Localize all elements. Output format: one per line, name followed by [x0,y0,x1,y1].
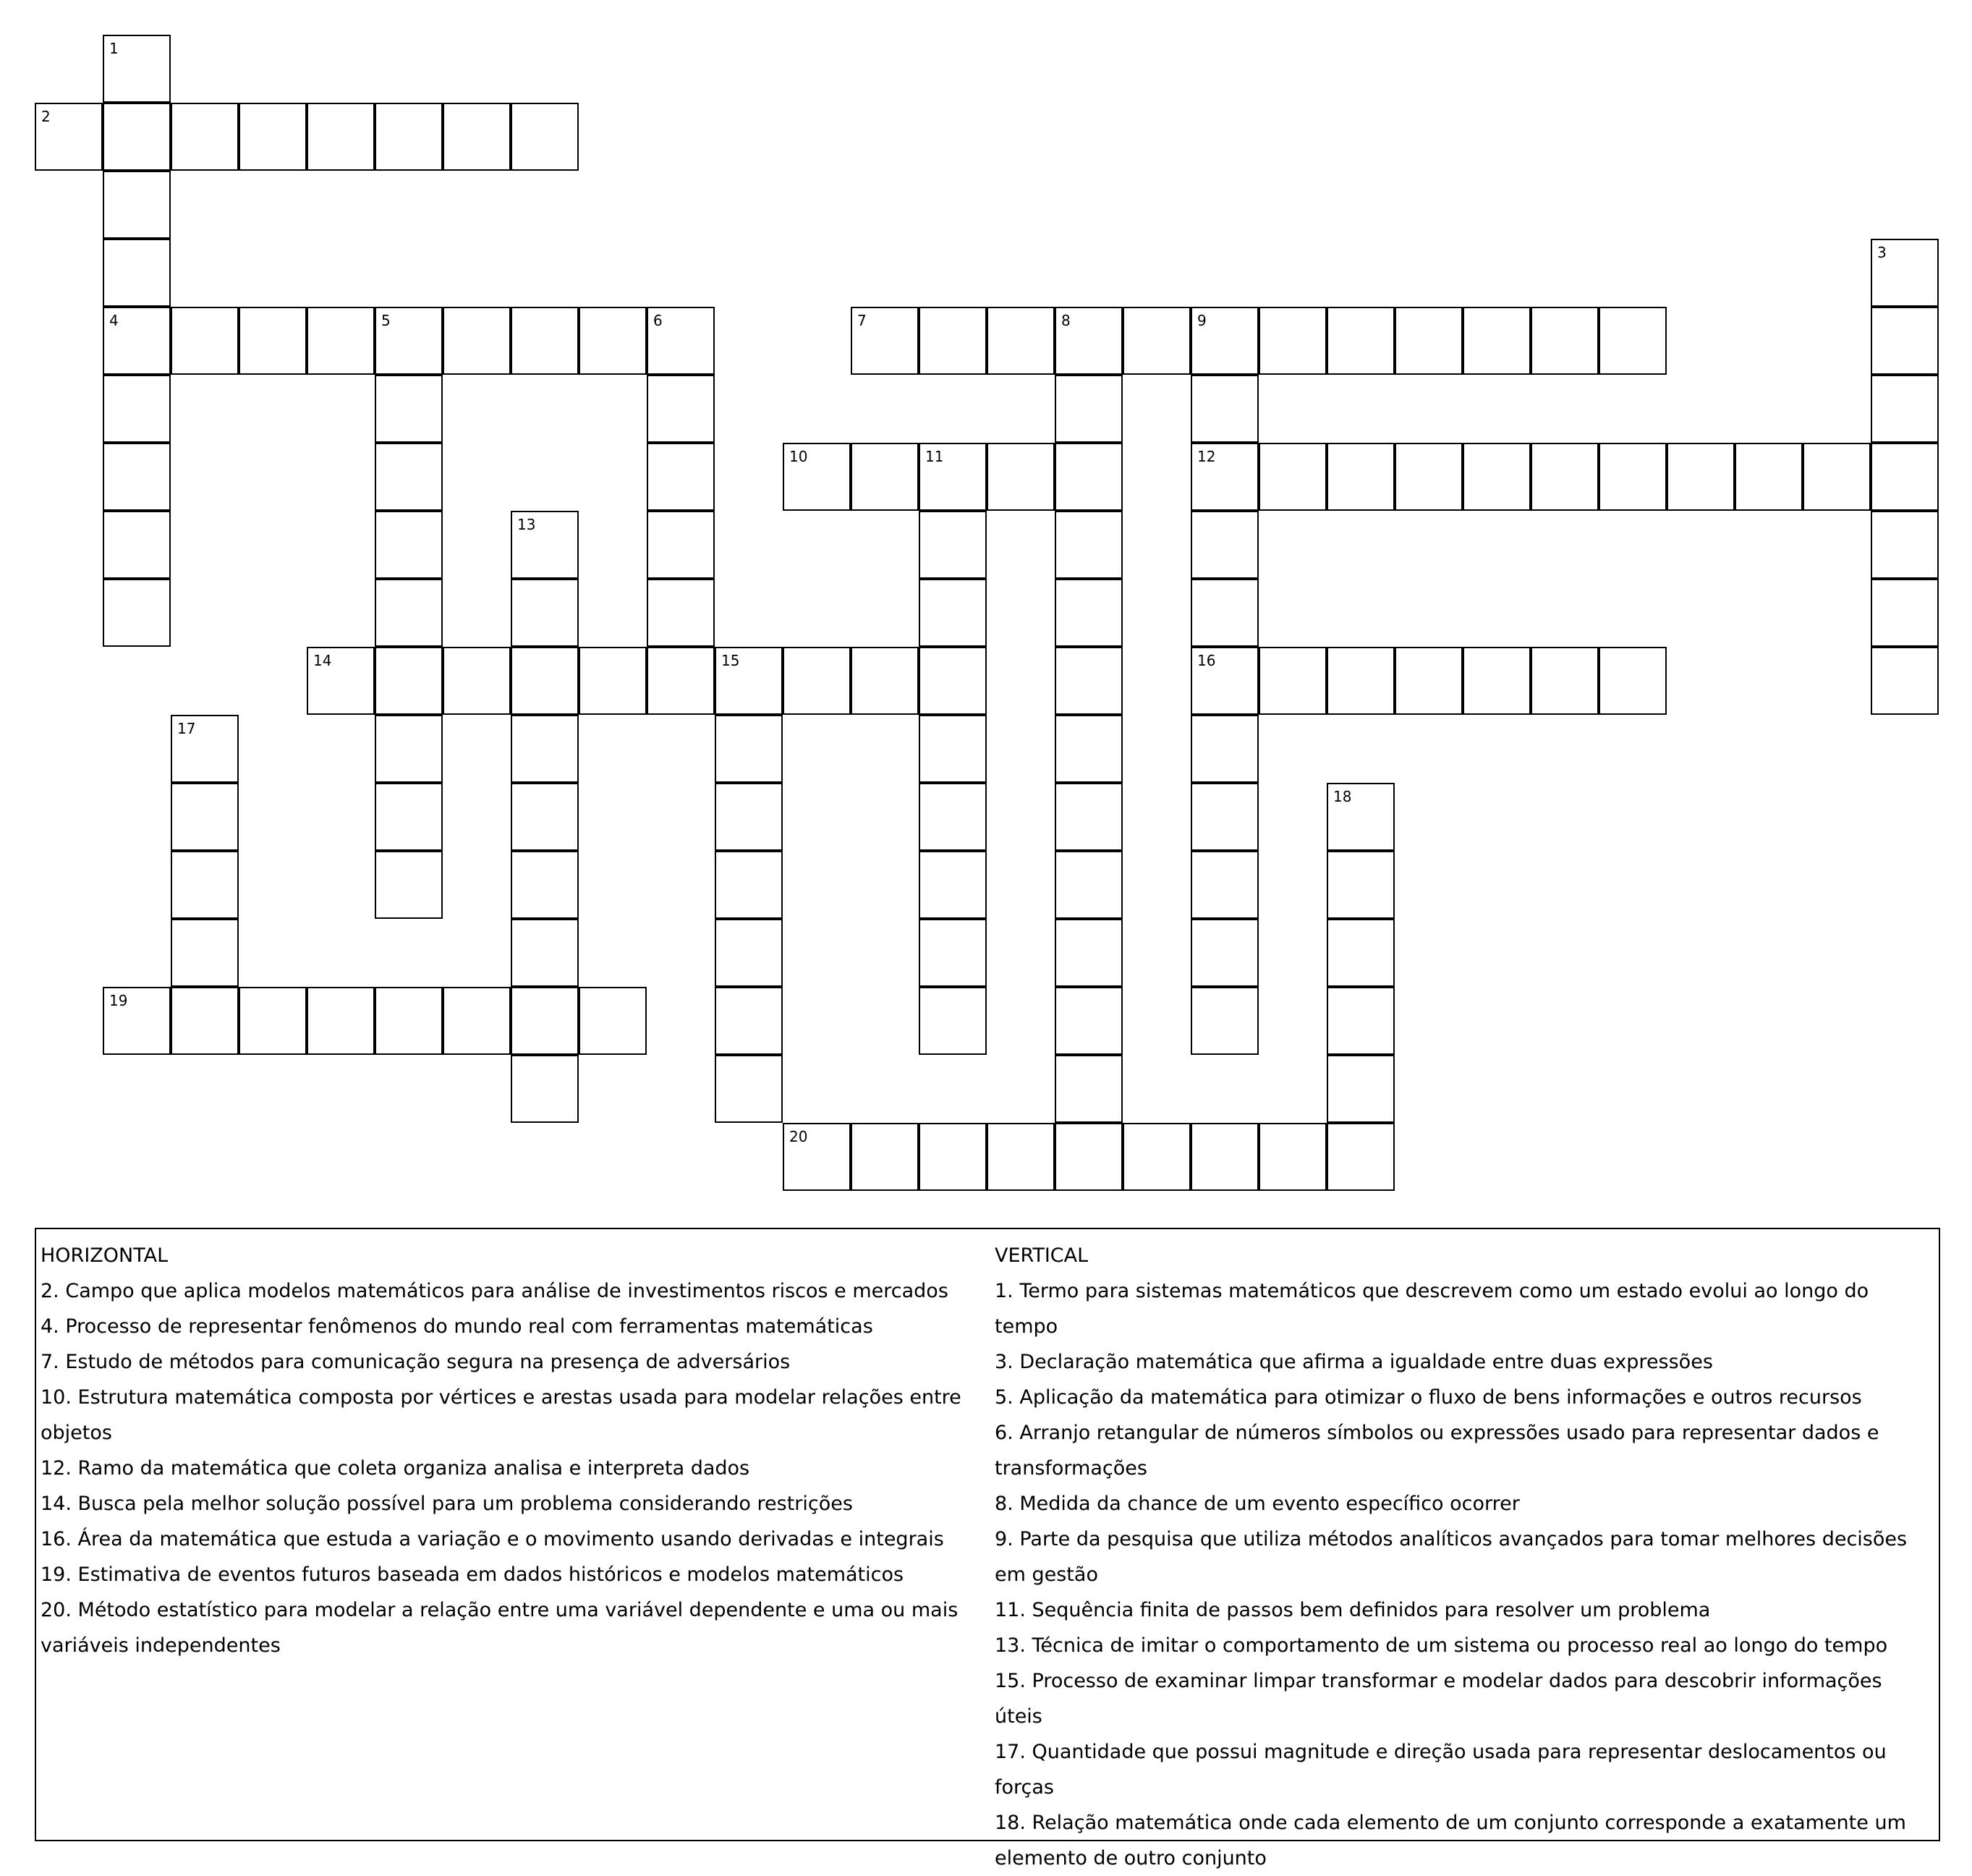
crossword-cell[interactable] [375,715,443,783]
crossword-cell[interactable] [1327,1055,1395,1123]
crossword-cell[interactable] [919,579,987,647]
crossword-cell[interactable] [919,851,987,919]
vertical-clue: 13. Técnica de imitar o comportamento de um sistema ou processo real ao longo do tempo [995,1634,1888,1657]
crossword-cell[interactable] [1191,987,1259,1055]
crossword-cell[interactable] [1055,307,1123,375]
crossword-cell[interactable] [1395,307,1463,375]
crossword-cell[interactable] [171,103,239,171]
crossword-cell[interactable] [103,579,171,647]
crossword-cell[interactable] [171,987,239,1055]
clue-number: 4 [109,312,119,329]
crossword-cell[interactable] [1327,443,1395,511]
crossword-cell[interactable] [103,239,171,307]
crossword-cell[interactable] [375,103,443,171]
crossword-cell[interactable] [647,375,715,443]
crossword-cell[interactable] [103,307,171,375]
vertical-clue: 3. Declaração matemática que afirma a igualdade entre duas expressões [995,1351,1713,1373]
vertical-clue: 17. Quantidade que possui magnitude e direção usada para representar deslocamentos ou forças [995,1741,1887,1799]
crossword-cell[interactable] [919,443,987,511]
crossword-cell[interactable] [1531,647,1599,715]
crossword-cell[interactable] [1871,375,1939,443]
crossword-cell[interactable] [647,579,715,647]
crossword-cell[interactable] [1055,919,1123,987]
crossword-cell[interactable] [103,511,171,579]
crossword-cell[interactable] [1327,1123,1395,1191]
crossword-cell[interactable] [171,715,239,783]
crossword-cell[interactable] [375,579,443,647]
crossword-cell[interactable] [715,715,783,783]
crossword-cell[interactable] [171,851,239,919]
crossword-cell[interactable] [919,511,987,579]
crossword-cell[interactable] [511,579,579,647]
vertical-clue: 8. Medida da chance de um evento específico ocorrer [995,1493,1520,1515]
crossword-cell[interactable] [511,919,579,987]
crossword-cell[interactable] [1191,375,1259,443]
crossword-cell[interactable] [1191,647,1259,715]
crossword-cell[interactable] [103,375,171,443]
crossword-cell[interactable] [715,647,783,715]
crossword-cell[interactable] [919,307,987,375]
crossword-cell[interactable] [375,511,443,579]
crossword-cell[interactable] [919,647,987,715]
crossword-cell[interactable] [239,987,307,1055]
crossword-cell[interactable] [239,307,307,375]
crossword-cell[interactable] [307,987,375,1055]
vertical-clue: 18. Relação matemática onde cada elemento de um conjunto corresponde a exatamente um elemento de outro conjunto [995,1812,1906,1869]
crossword-cell[interactable] [919,1123,987,1191]
horizontal-clue: 20. Método estatístico para modelar a relação entre uma variável dependente e uma ou mais variáveis independentes [41,1599,959,1657]
crossword-cell[interactable] [1327,987,1395,1055]
clue-number: 3 [1877,244,1887,261]
crossword-cell[interactable] [103,987,171,1055]
crossword-cell[interactable] [851,1123,919,1191]
crossword-cell[interactable] [1871,443,1939,511]
crossword-cell[interactable] [375,851,443,919]
crossword-cell[interactable] [511,715,579,783]
crossword-cell[interactable] [715,987,783,1055]
crossword-cell[interactable] [1871,307,1939,375]
clue-number: 9 [1197,312,1207,329]
crossword-cell[interactable] [307,307,375,375]
crossword-cell[interactable] [1259,307,1327,375]
crossword-cell[interactable] [715,1055,783,1123]
crossword-cell[interactable] [919,919,987,987]
crossword-cell[interactable] [1327,783,1395,851]
crossword-cell[interactable] [1735,443,1803,511]
crossword-cell[interactable] [1191,919,1259,987]
crossword-cell[interactable] [647,647,715,715]
vertical-clue: 5. Aplicação da matemática para otimizar o fluxo de bens informações e outros recursos [995,1386,1862,1409]
crossword-cell[interactable] [1531,443,1599,511]
crossword-cell[interactable] [1191,443,1259,511]
crossword-cell[interactable] [511,783,579,851]
clue-number: 11 [925,448,944,465]
crossword-cell[interactable] [443,987,511,1055]
crossword-cell[interactable] [511,987,579,1055]
crossword-cell[interactable] [1463,647,1531,715]
crossword-cell[interactable] [987,443,1055,511]
vertical-clues [995,1238,1935,1876]
crossword-cell[interactable] [1055,1055,1123,1123]
crossword-cell[interactable] [1055,783,1123,851]
crossword-cell[interactable] [103,103,171,171]
crossword-cell[interactable] [511,851,579,919]
crossword-cell[interactable] [1259,647,1327,715]
horizontal-clue: 4. Processo de representar fenômenos do mundo real com ferramentas matemáticas [41,1315,873,1338]
horizontal-clue: 19. Estimativa de eventos futuros baseada em dados históricos e modelos matemáticos [41,1563,904,1586]
vertical-clue-list [995,1273,1935,1876]
crossword-cell[interactable] [1327,647,1395,715]
crossword-cell[interactable] [103,171,171,239]
crossword-cell[interactable] [375,443,443,511]
vertical-clue: 6. Arranjo retangular de números símbolos ou expressões usado para representar dados e transformações [995,1422,1879,1480]
crossword-cell[interactable] [1191,783,1259,851]
crossword-cell[interactable] [1191,579,1259,647]
crossword-cell[interactable] [171,783,239,851]
crossword-cell[interactable] [579,647,647,715]
crossword-cell[interactable] [1191,851,1259,919]
crossword-cell[interactable] [1055,647,1123,715]
crossword-cell[interactable] [579,307,647,375]
crossword-cell[interactable] [647,443,715,511]
clue-number: 13 [517,516,536,533]
vertical-heading: VERTICAL [995,1244,1089,1267]
crossword-cell[interactable] [783,647,851,715]
crossword-cell[interactable] [1871,579,1939,647]
crossword-cell[interactable] [851,647,919,715]
crossword-cell[interactable] [1055,443,1123,511]
crossword-cell[interactable] [1123,1123,1191,1191]
crossword-cell[interactable] [1055,511,1123,579]
horizontal-clue: 2. Campo que aplica modelos matemáticos para análise de investimentos riscos e mercados [41,1280,948,1302]
crossword-cell[interactable] [647,307,715,375]
crossword-cell[interactable] [1463,307,1531,375]
crossword-cell[interactable] [307,647,375,715]
clue-number: 1 [109,40,119,57]
clue-number: 5 [381,312,391,329]
clue-number: 18 [1333,788,1352,805]
crossword-cell[interactable] [1123,307,1191,375]
crossword-cell[interactable] [1055,715,1123,783]
clue-number: 15 [721,652,740,669]
crossword-cell[interactable] [375,375,443,443]
horizontal-clue: 10. Estrutura matemática composta por vértices e arestas usada para modelar relações entre objetos [41,1386,961,1444]
crossword-cell[interactable] [851,307,919,375]
crossword-cell[interactable] [987,1123,1055,1191]
horizontal-clue-list [41,1273,981,1663]
crossword-cell[interactable] [1055,987,1123,1055]
crossword-cell[interactable] [1871,239,1939,307]
crossword-cell[interactable] [1327,307,1395,375]
crossword-cell[interactable] [1531,307,1599,375]
crossword-cell[interactable] [1055,375,1123,443]
vertical-clue: 9. Parte da pesquisa que utiliza métodos analíticos avançados para tomar melhores decisões em gestão [995,1528,1908,1586]
crossword-cell[interactable] [715,919,783,987]
crossword-cell[interactable] [1803,443,1871,511]
clue-number: 17 [177,720,196,737]
crossword-cell[interactable] [1395,443,1463,511]
crossword-cell[interactable] [443,103,511,171]
crossword-cell[interactable] [919,715,987,783]
crossword-cell[interactable] [511,511,579,579]
crossword-cell[interactable] [1191,511,1259,579]
crossword-cell[interactable] [375,647,443,715]
clue-number: 2 [41,108,51,125]
vertical-clue: 15. Processo de examinar limpar transformar e modelar dados para descobrir informações úteis [995,1670,1882,1728]
horizontal-clue: 7. Estudo de métodos para comunicação segura na presença de adversários [41,1351,791,1373]
clues-panel [35,1228,1940,1869]
horizontal-clue: 14. Busca pela melhor solução possível para um problema considerando restrições [41,1493,853,1515]
clue-number: 10 [789,448,808,465]
crossword-cell[interactable] [443,647,511,715]
crossword-cell[interactable] [1667,443,1735,511]
crossword-cell[interactable] [1871,647,1939,715]
crossword-cell[interactable] [715,851,783,919]
crossword-cell[interactable] [103,443,171,511]
horizontal-clue: 16. Área da matemática que estuda a variação e o movimento usando derivadas e integrais [41,1528,944,1550]
crossword-cell[interactable] [1871,511,1939,579]
clue-number: 16 [1197,652,1216,669]
horizontal-clue: 12. Ramo da matemática que coleta organiza analisa e interpreta dados [41,1457,750,1480]
clue-number: 12 [1197,448,1216,465]
clue-number: 7 [857,312,867,329]
crossword-cell[interactable] [375,307,443,375]
crossword-cell[interactable] [1327,919,1395,987]
crossword-cell[interactable] [1055,851,1123,919]
crossword-cell[interactable] [307,103,375,171]
crossword-cell[interactable] [375,783,443,851]
crossword-cell[interactable] [1191,715,1259,783]
crossword-cell[interactable] [1191,1123,1259,1191]
crossword-cell[interactable] [1055,579,1123,647]
crossword-cell[interactable] [1055,1123,1123,1191]
crossword-cell[interactable] [1191,307,1259,375]
crossword-cell[interactable] [987,307,1055,375]
crossword-cell[interactable] [511,1055,579,1123]
clue-number: 20 [789,1128,808,1145]
crossword-cell[interactable] [1327,851,1395,919]
crossword-cell[interactable] [375,987,443,1055]
crossword-cell[interactable] [239,103,307,171]
clue-number: 6 [653,312,663,329]
crossword-cell[interactable] [1599,647,1667,715]
crossword-cell[interactable] [1599,443,1667,511]
crossword-cell[interactable] [103,35,171,103]
clue-number: 19 [109,992,128,1009]
crossword-cell[interactable] [715,783,783,851]
crossword-cell[interactable] [171,307,239,375]
crossword-cell[interactable] [919,783,987,851]
crossword-cell[interactable] [171,919,239,987]
crossword-cell[interactable] [443,307,511,375]
horizontal-clues [41,1238,981,1663]
crossword-cell[interactable] [647,511,715,579]
crossword-cell[interactable] [851,443,919,511]
clue-number: 14 [313,652,332,669]
crossword-cell[interactable] [1599,307,1667,375]
crossword-cell[interactable] [783,443,851,511]
crossword-cell[interactable] [1259,443,1327,511]
horizontal-heading: HORIZONTAL [41,1244,169,1267]
crossword-cell[interactable] [511,103,579,171]
crossword-cell[interactable] [783,1123,851,1191]
crossword-cell[interactable] [35,103,103,171]
vertical-clue: 11. Sequência finita de passos bem definidos para resolver um problema [995,1599,1711,1621]
crossword-cell[interactable] [579,987,647,1055]
crossword-cell[interactable] [1259,1123,1327,1191]
vertical-clue: 1. Termo para sistemas matemáticos que descrevem como um estado evolui ao longo do tempo [995,1280,1869,1338]
crossword-cell[interactable] [511,307,579,375]
crossword-cell[interactable] [919,987,987,1055]
crossword-cell[interactable] [511,647,579,715]
crossword-cell[interactable] [1395,647,1463,715]
clue-number: 8 [1061,312,1071,329]
crossword-cell[interactable] [1463,443,1531,511]
